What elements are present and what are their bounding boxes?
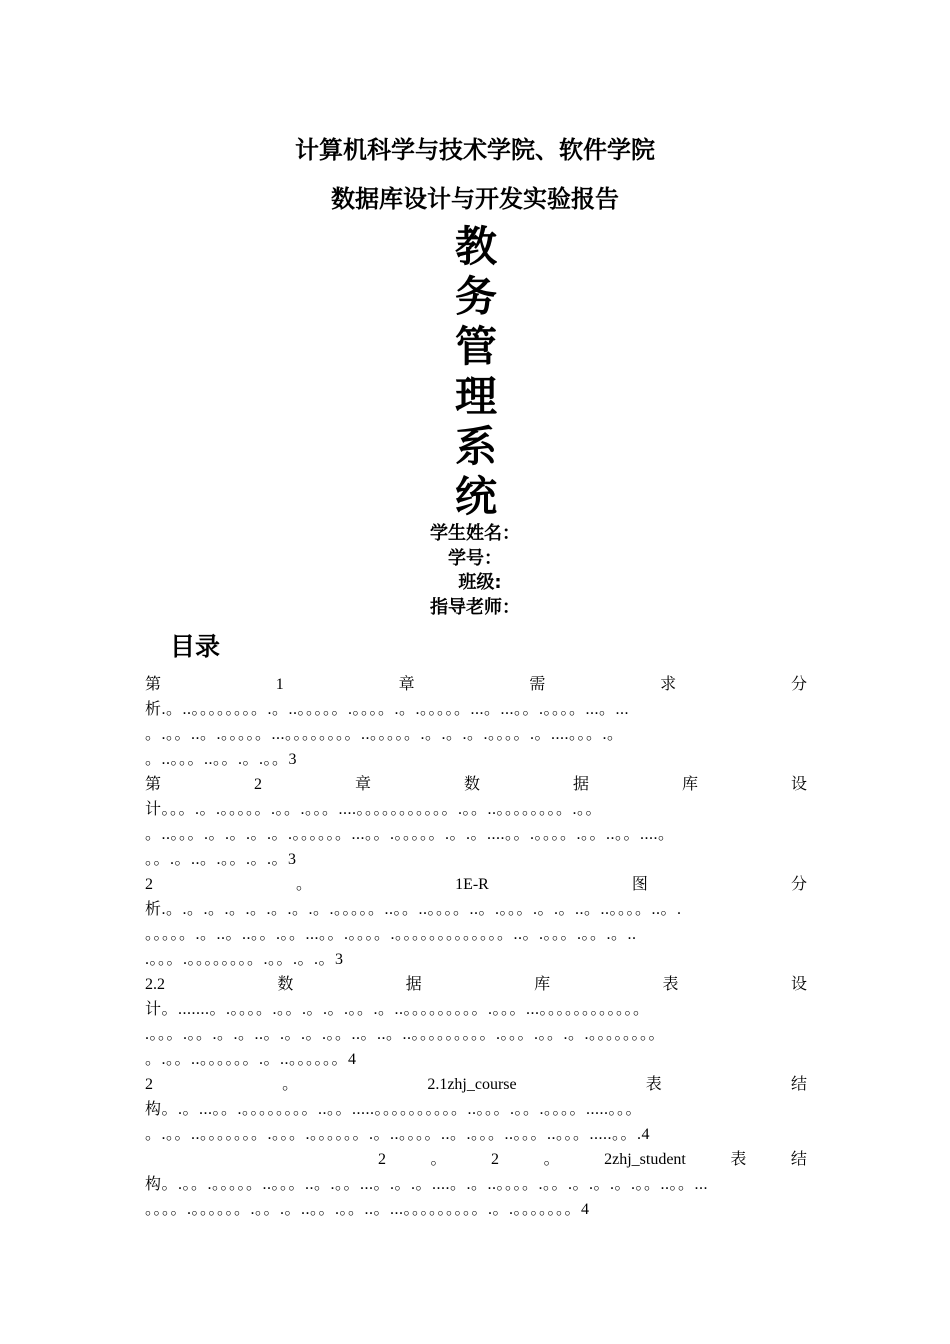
system-name-char: 管 (454, 322, 497, 371)
toc-word: 2 (145, 1076, 153, 1093)
toc-word: 。 (543, 1151, 560, 1168)
toc-entry[interactable] (145, 872, 807, 972)
student-info-block (0, 522, 950, 620)
toc-line (145, 772, 807, 797)
toc-word: 。 (296, 876, 313, 893)
toc-dots: 。..。。。..。。.。.。。3 (145, 751, 298, 768)
toc-word: 据 (572, 776, 589, 793)
toc-word: 。 (282, 1076, 299, 1093)
toc-dots: 计。。。.。.。。。。。.。。.。。。....。。。。。。。。。。。.。。..。。。。。。。。.。。 (145, 801, 603, 818)
toc-word: 图 (631, 876, 648, 893)
toc-line (145, 672, 807, 697)
toc-word: 分 (790, 676, 807, 693)
toc-word: 2 (491, 1151, 500, 1168)
toc-dots: 。..。。。.。.。.。.。.。。。。。。...。。.。。。。。.。.。....。。.。。。。.。。..。。....。 (145, 826, 675, 843)
student-name-label: 学生姓名： (430, 523, 520, 544)
toc-word: 设 (790, 976, 807, 993)
toc-heading: 目录 (170, 632, 221, 661)
toc-word: 表 (645, 1076, 662, 1093)
toc-line (145, 947, 807, 972)
toc-word: 2zhj_student (604, 1151, 686, 1168)
toc-dots: 。。.。..。.。。.。.。3 (145, 851, 297, 868)
toc-word: 。 (430, 1151, 447, 1168)
table-of-contents (145, 672, 807, 1222)
toc-line (145, 922, 807, 947)
toc-dots: 构。.。。.。。。。。..。。。..。.。。...。.。.。....。.。..。。。。.。。.。.。.。.。。..。。... (145, 1176, 709, 1193)
toc-line (145, 1172, 807, 1197)
toc-word: 表 (662, 976, 679, 993)
toc-word: 1E-R (455, 876, 489, 893)
toc-line (145, 697, 807, 722)
report-title: 数据库设计与开发实验报告 (331, 185, 619, 213)
toc-dots: .。。。.。。.。.。..。.。.。.。。..。..。..。。。。。。。。。.。。。.。。.。.。。。。。。。。 (145, 1026, 666, 1043)
toc-word: 表 (730, 1151, 747, 1168)
student-id-label: 学号： (448, 547, 502, 569)
toc-line (145, 872, 807, 897)
toc-entry[interactable] (145, 1072, 807, 1147)
toc-word: 2 (378, 1151, 386, 1168)
toc-dots: 。。。。。.。..。..。。.。。...。。.。。。。.。。。。。。。。。。。。。..。.。。。.。。.。.. (145, 926, 637, 943)
toc-line (145, 1047, 807, 1072)
toc-dots: 。.。。..。。。。。。。.。。。.。。。。。。.。..。。。。..。.。。。..。。。..。。。.....。。.4 (145, 1126, 651, 1143)
toc-line (145, 1147, 807, 1172)
toc-dots: 构。.。...。。.。。。。。。。。..。。.....。。。。。。。。。。..。。。.。。.。。。。.....。。。 (145, 1101, 643, 1118)
system-name-char: 统 (454, 472, 497, 521)
toc-dots: 析.。..。。。。。。。。.。..。。。。。.。。。。.。.。。。。。...。...。。.。。。。...。... (145, 701, 630, 718)
system-name-char: 理 (454, 372, 497, 421)
toc-line (145, 997, 807, 1022)
toc-entry[interactable] (145, 972, 807, 1072)
toc-line (145, 847, 807, 872)
toc-dots: 。.。。..。.。。。。。...。。。。。。。。..。。。。。.。.。.。.。。。。.。....。。。.。 (145, 726, 624, 743)
toc-line (145, 1022, 807, 1047)
toc-line (145, 1122, 807, 1147)
school-title: 计算机科学与技术学院、软件学院 (295, 136, 655, 164)
toc-dots: 。。。。.。。。。。。.。。.。..。。.。。..。...。。。。。。。。。.。.。。。。。。。4 (145, 1201, 590, 1218)
toc-dots: .。。。.。。。。。。。。.。。.。.。3 (145, 951, 344, 968)
toc-line (145, 722, 807, 747)
toc-word: 分 (790, 876, 807, 893)
toc-word: 库 (534, 976, 551, 993)
toc-word: 章 (398, 676, 415, 693)
toc-word: 2.2 (145, 976, 165, 993)
toc-word: 库 (681, 776, 698, 793)
toc-dots: 。.。。..。。。。。。.。..。。。。。。4 (145, 1051, 357, 1068)
class-label: 班级: (458, 572, 502, 593)
toc-word: 据 (405, 976, 422, 993)
toc-line (145, 1072, 807, 1097)
toc-line (145, 1097, 807, 1122)
toc-line (145, 1197, 807, 1222)
toc-word: 需 (529, 676, 546, 693)
system-name-char: 教 (454, 222, 497, 271)
toc-word: 数 (277, 976, 294, 993)
toc-word: 1 (275, 676, 284, 693)
toc-word: 求 (660, 676, 677, 693)
toc-word: 结 (790, 1151, 807, 1168)
toc-word: 结 (790, 1076, 807, 1093)
toc-word: 2.1zhj_course (427, 1076, 517, 1093)
toc-word: 数 (463, 776, 480, 793)
toc-line (145, 822, 807, 847)
system-name-char: 务 (454, 272, 497, 321)
toc-word: 2 (145, 876, 153, 893)
toc-dots: 析.。.。.。.。.。.。.。.。.。。。。。..。。..。。。。..。.。。。.。.。..。..。。。。..。. (145, 901, 682, 918)
advisor-label: 指导老师： (430, 596, 520, 618)
toc-line (145, 797, 807, 822)
toc-word: 2 (254, 776, 262, 793)
toc-word: 第 (145, 676, 162, 693)
toc-entry[interactable] (145, 672, 807, 772)
system-name-vertical (0, 222, 950, 522)
toc-entry[interactable] (145, 772, 807, 872)
toc-word: 章 (354, 776, 371, 793)
toc-dots: 计。.......。.。。。。.。。.。.。.。。.。..。。。。。。。。。.。。。...。。。。。。。。。。。。 (145, 1001, 650, 1018)
toc-entry[interactable] (145, 1147, 807, 1222)
toc-word: 第 (145, 776, 162, 793)
toc-line (145, 747, 807, 772)
toc-line (145, 972, 807, 997)
toc-word: 设 (790, 776, 807, 793)
toc-line (145, 897, 807, 922)
system-name-char: 系 (454, 422, 497, 471)
